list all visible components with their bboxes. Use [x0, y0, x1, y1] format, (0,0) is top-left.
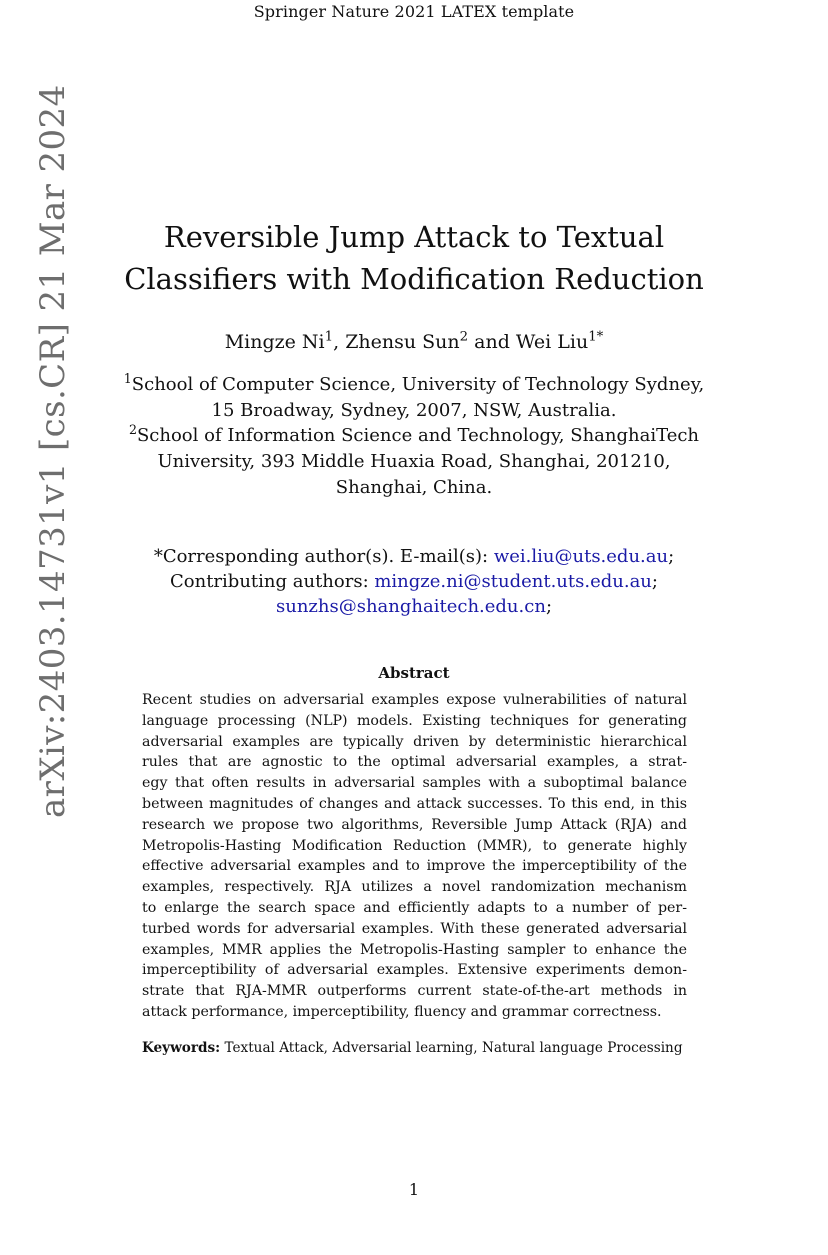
email-link-wei-liu[interactable]: wei.liu@uts.edu.au	[493, 546, 669, 567]
affiliation-1	[110, 372, 718, 424]
author-mark: 1	[324, 329, 334, 345]
paper-title	[120, 216, 708, 300]
author-conjunction: and	[468, 331, 516, 353]
abstract-line: language processing (NLP) models. Existing techniques for generating	[142, 712, 687, 729]
affiliation-mark: 2	[128, 422, 137, 437]
author-list	[120, 331, 708, 353]
abstract-line: Recent studies on adversarial examples expose vulnerabilities of natural	[142, 692, 687, 708]
keywords-label: Keywords:	[142, 1040, 221, 1056]
abstract-line: research we propose two algorithms, Reversible Jump Attack (RJA) and	[142, 816, 687, 833]
abstract-line: examples, MMR applies the Metropolis-Hasting sampler to enhance the	[142, 941, 687, 958]
author-name: Mingze Ni	[224, 331, 325, 353]
abstract-line: turbed words for adversarial examples. With these generated adversarial	[142, 920, 687, 937]
page-number: 1	[408, 1180, 420, 1199]
abstract-heading: Abstract	[378, 664, 450, 682]
arxiv-identifier-stamp[interactable]: arXiv:2403.14731v1 [cs.CR] 21 Mar 2024	[33, 84, 73, 818]
email-link-zhensu-sun[interactable]: sunzhs@shanghaitech.edu.cn	[275, 596, 546, 617]
keywords-text: Textual Attack, Adversarial learning, Natural language Processing	[224, 1040, 683, 1056]
keywords-line	[142, 1040, 702, 1056]
affiliation-mark: 1	[123, 371, 132, 386]
contributing-line-2: sunzhs@shanghaitech.edu.cn;	[275, 596, 553, 617]
abstract-line: effective adversarial examples and to improve the imperceptibility of the	[142, 858, 687, 875]
author-mark: 2	[459, 329, 469, 345]
affiliation-line: University, 393 Middle Huaxia Road, Shanghai, 201210,	[157, 451, 671, 472]
abstract-line: between magnitudes of changes and attack successes. To this end, in this	[142, 795, 687, 812]
correspondence-line: *Corresponding author(s). E-mail(s): wei.liu@uts.edu.au;	[153, 546, 675, 567]
author-mark: 1*	[588, 329, 604, 345]
author-separator: ,	[333, 331, 346, 353]
title-line-2: Classifiers with Modification Reduction	[124, 262, 704, 296]
affiliation-line: $^1$School of Computer Science, University of Technology Sydney,	[123, 371, 705, 395]
affiliation-line: Shanghai, China.	[335, 477, 493, 498]
abstract-line: adversarial examples are typically driven by deterministic hierarchical	[142, 733, 687, 750]
abstract-line: imperceptibility of adversarial examples. Extensive experiments demon-	[142, 962, 687, 979]
correspondence-block	[110, 544, 718, 619]
author-name: Zhensu Sun	[345, 331, 460, 353]
abstract-line: to enlarge the search space and efficiently adapts to a number of per-	[142, 899, 687, 916]
abstract-body	[142, 690, 687, 1023]
running-header: Springer Nature 2021 LATEX template	[253, 2, 575, 21]
author-name: Wei Liu	[515, 331, 589, 353]
title-line-1: Reversible Jump Attack to Textual	[163, 220, 665, 254]
abstract-line: attack performance, imperceptibility, fluency and grammar correctness.	[142, 1003, 662, 1020]
contributing-line: Contributing authors: mingze.ni@student.uts.edu.au;	[170, 571, 658, 592]
abstract-line: rules that are agnostic to the optimal adversarial examples, a strat-	[142, 754, 687, 771]
affiliation-line: $^2$School of Information Science and Technology, ShanghaiTech	[128, 422, 700, 446]
abstract-line: strate that RJA-MMR outperforms current state-of-the-art methods in	[142, 983, 687, 1000]
abstract-line: examples, respectively. RJA utilizes a novel randomization mechanism	[142, 879, 687, 896]
email-link-mingze-ni[interactable]: mingze.ni@student.uts.edu.au	[374, 571, 652, 592]
abstract-line: egy that often results in adversarial samples with a suboptimal balance	[142, 775, 687, 792]
affiliation-line: 15 Broadway, Sydney, 2007, NSW, Australia.	[211, 400, 617, 421]
affiliation-2	[110, 423, 718, 501]
abstract-line: Metropolis-Hasting Modification Reduction (MMR), to generate highly	[142, 837, 687, 854]
